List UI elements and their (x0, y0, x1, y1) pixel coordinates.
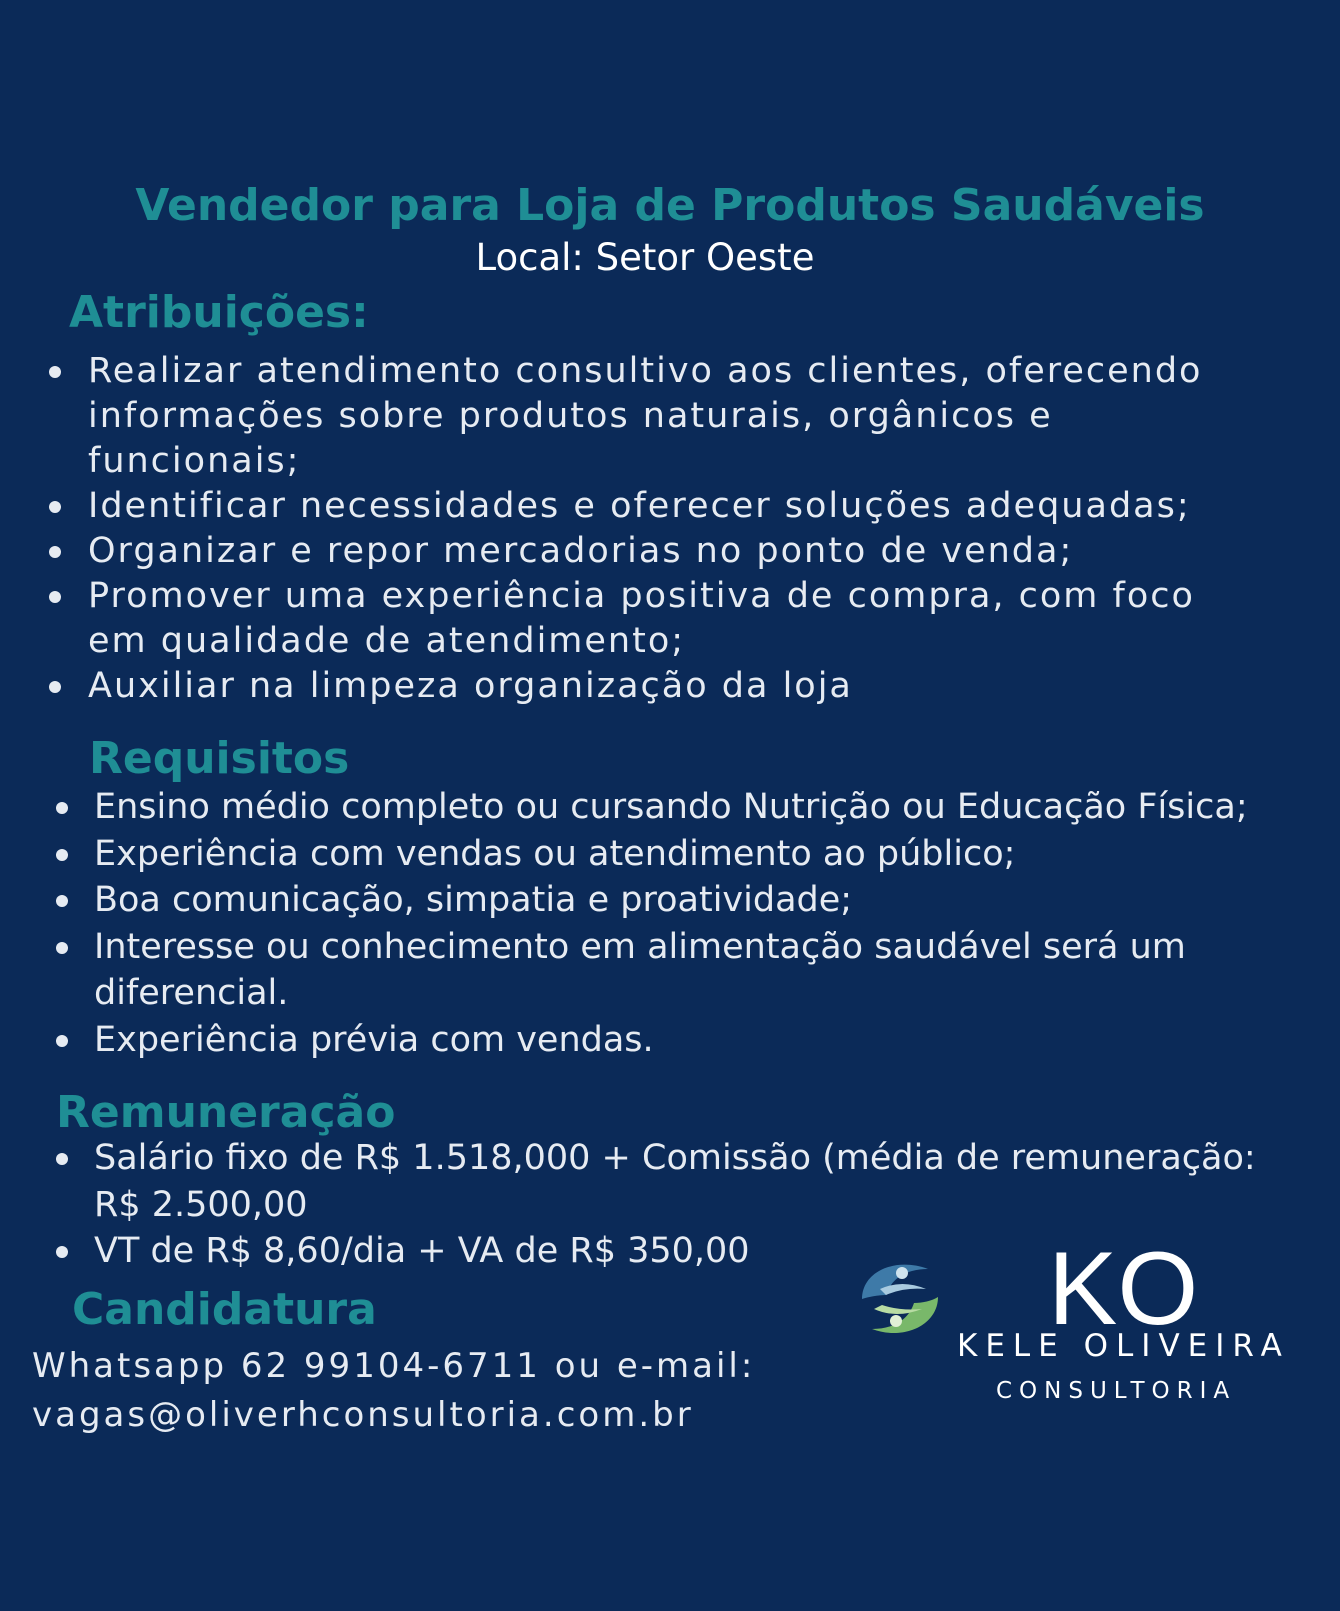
brand-name: KELE OLIVEIRA (957, 1328, 1290, 1364)
contact-whatsapp: Whatsapp 62 99104-6711 ou e-mail: (32, 1346, 756, 1386)
atribuicoes-list (49, 349, 1264, 709)
list-item: Organizar e repor mercadorias no ponto de venda; (49, 529, 1264, 574)
bullet-icon (56, 802, 68, 814)
requisitos-list (56, 784, 1266, 1063)
section-heading-remuneracao: Remuneração (56, 1087, 396, 1138)
bullet-icon (56, 1035, 68, 1047)
bullet-icon (56, 895, 68, 907)
section-heading-requisitos: Requisitos (89, 733, 350, 784)
list-item: Promover uma experiência positiva de compra, com foco em qualidade de atendimento; (49, 574, 1264, 664)
list-item: Interesse ou conhecimento em alimentação saudável será um diferencial. (56, 924, 1266, 1017)
bullet-icon (49, 681, 61, 693)
list-item: Auxiliar na limpeza organização da loja (49, 664, 1264, 709)
contact-info (32, 1342, 755, 1440)
bullet-icon (49, 366, 61, 378)
brand-monogram-text: KO (1048, 1231, 1199, 1347)
list-item: Realizar atendimento consultivo aos clientes, oferecendo informações sobre produtos naturais, orgânicos e funcionais; (49, 349, 1264, 484)
bullet-icon (56, 1246, 68, 1258)
contact-email: vagas@oliverhconsultoria.com.br (32, 1395, 694, 1435)
list-item: Boa comunicação, simpatia e proatividade; (56, 877, 1266, 924)
bullet-icon (56, 849, 68, 861)
location-subtitle: Local: Setor Oeste (475, 236, 815, 279)
people-swirl-icon (856, 1255, 944, 1341)
section-heading-atribuicoes: Atribuições: (69, 287, 369, 338)
brand-subtitle: CONSULTORIA (996, 1378, 1237, 1404)
list-item: Experiência com vendas ou atendimento ao público; (56, 831, 1266, 878)
list-item: Identificar necessidades e oferecer soluções adequadas; (49, 484, 1264, 529)
page-title: Vendedor para Loja de Produtos Saudáveis (135, 180, 1205, 231)
list-item: Experiência prévia com vendas. (56, 1017, 1266, 1064)
bullet-icon (56, 942, 68, 954)
brand-monogram (1048, 1231, 1199, 1347)
list-item: Ensino médio completo ou cursando Nutrição ou Educação Física; (56, 784, 1266, 831)
bullet-icon (49, 546, 61, 558)
bullet-icon (56, 1153, 68, 1165)
bullet-icon (49, 591, 61, 603)
list-item: VT de R$ 8,60/dia + VA de R$ 350,00 (56, 1228, 1256, 1275)
section-heading-candidatura: Candidatura (72, 1284, 377, 1335)
list-item: Salário fixo de R$ 1.518,000 + Comissão (média de remuneração: R$ 2.500,00 (56, 1135, 1256, 1228)
bullet-icon (49, 501, 61, 513)
